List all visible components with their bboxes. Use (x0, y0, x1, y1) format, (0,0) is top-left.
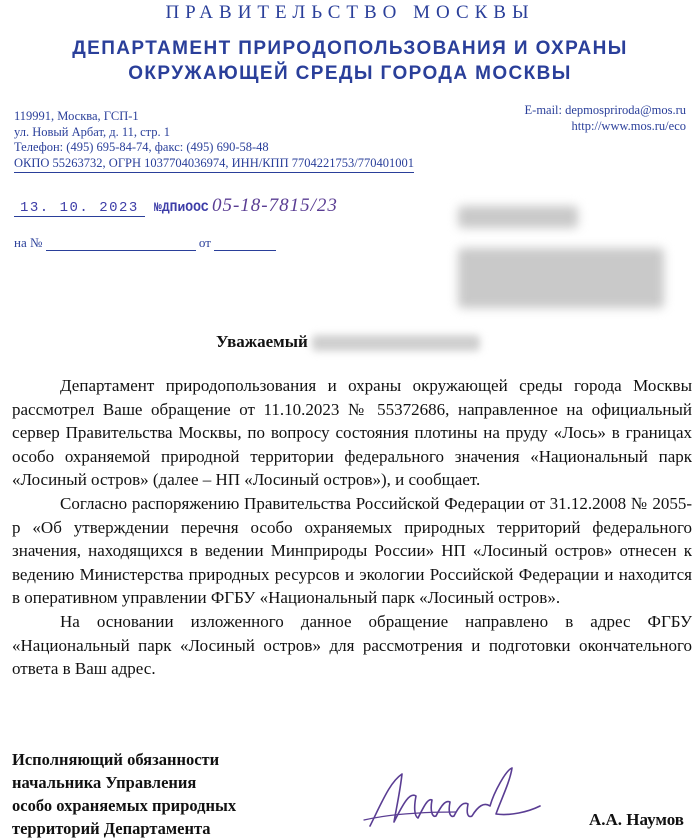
address-line: ул. Новый Арбат, д. 11, стр. 1 (14, 124, 171, 139)
redacted-addressee (312, 335, 480, 351)
signer-title (12, 748, 236, 840)
department-title (0, 36, 700, 86)
ref-from-label: от (198, 235, 211, 250)
contacts-block (525, 102, 686, 134)
handwritten-signature-icon (360, 762, 550, 832)
signer-name: А.А. Наумов (588, 810, 684, 829)
registration-row (14, 195, 338, 217)
government-title: ПРАВИТЕЛЬСТВО МОСКВЫ (165, 2, 535, 23)
paragraph: На основании изложенного данное обращение направлено в адрес ФГБУ «Национальный парк «Лосиный остров» для рассмотрения и подготовки окончательного ответа в Ваш адрес. (12, 611, 692, 679)
registration-prefix: №ДПиООС (154, 200, 209, 215)
signer-title-line: особо охраняемых природных (12, 796, 237, 815)
greeting (216, 332, 480, 352)
signer-title-line: Исполняющий обязанности (12, 750, 220, 769)
ref-number-blank (46, 250, 196, 251)
ref-date-blank (214, 250, 276, 251)
address-block (14, 109, 414, 173)
website: http://www.mos.ru/eco (571, 119, 686, 133)
greeting-text: Уважаемый (216, 332, 308, 351)
paragraph: Согласно распоряжению Правительства Российской Федерации от 31.12.2008 № 2055-р «Об утверждении перечня особо охраняемых природных территорий федерального значения, находящихся в ведении Минприроды России» НП «Лосиный остров» отнесен к ведению Министерства природных ресурсов и экологии Российской Федерации и находится в оперативном управлении ФГБУ «Национальный парк «Лосиный остров». (12, 493, 692, 608)
letter-body (12, 374, 692, 681)
department-title-line1: ДЕПАРТАМЕНТ ПРИРОДОПОЛЬЗОВАНИЯ И ОХРАНЫ (72, 38, 628, 59)
ref-label: на № (14, 235, 43, 250)
email: E-mail: depmospriroda@mos.ru (524, 103, 686, 117)
registry-codes: ОКПО 55263732, ОГРН 1037704036974, ИНН/КПП 7704221753/770401001 (14, 156, 414, 174)
registration-number: 05-18-7815/23 (211, 195, 338, 216)
phone-line: Телефон: (495) 695-84-74, факс: (495) 690-58-48 (14, 140, 269, 154)
signer-title-line: начальника Управления (12, 773, 197, 792)
redacted-recipient-address (458, 248, 664, 308)
paragraph: Департамент природопользования и охраны окружающей среды города Москвы рассмотрел Ваше обращение от 11.10.2023 № 55372686, направленное на официальный сервер Правительства Москвы, по вопросу состояния плотины на пруду «Лось» в границах особо охраняемой природной территории федерального значения «Национальный парк «Лосиный остров» (далее – НП «Лосиный остров»), и сообщает. (12, 376, 692, 490)
department-title-line2: ОКРУЖАЮЩЕЙ СРЕДЫ ГОРОДА МОСКВЫ (128, 63, 572, 84)
redacted-recipient-name (458, 206, 578, 228)
signer-title-line: территорий Департамента (12, 819, 211, 838)
registration-date: 13. 10. 2023 (14, 200, 145, 217)
address-line: 119991, Москва, ГСП-1 (14, 109, 139, 123)
reference-row (14, 235, 276, 251)
